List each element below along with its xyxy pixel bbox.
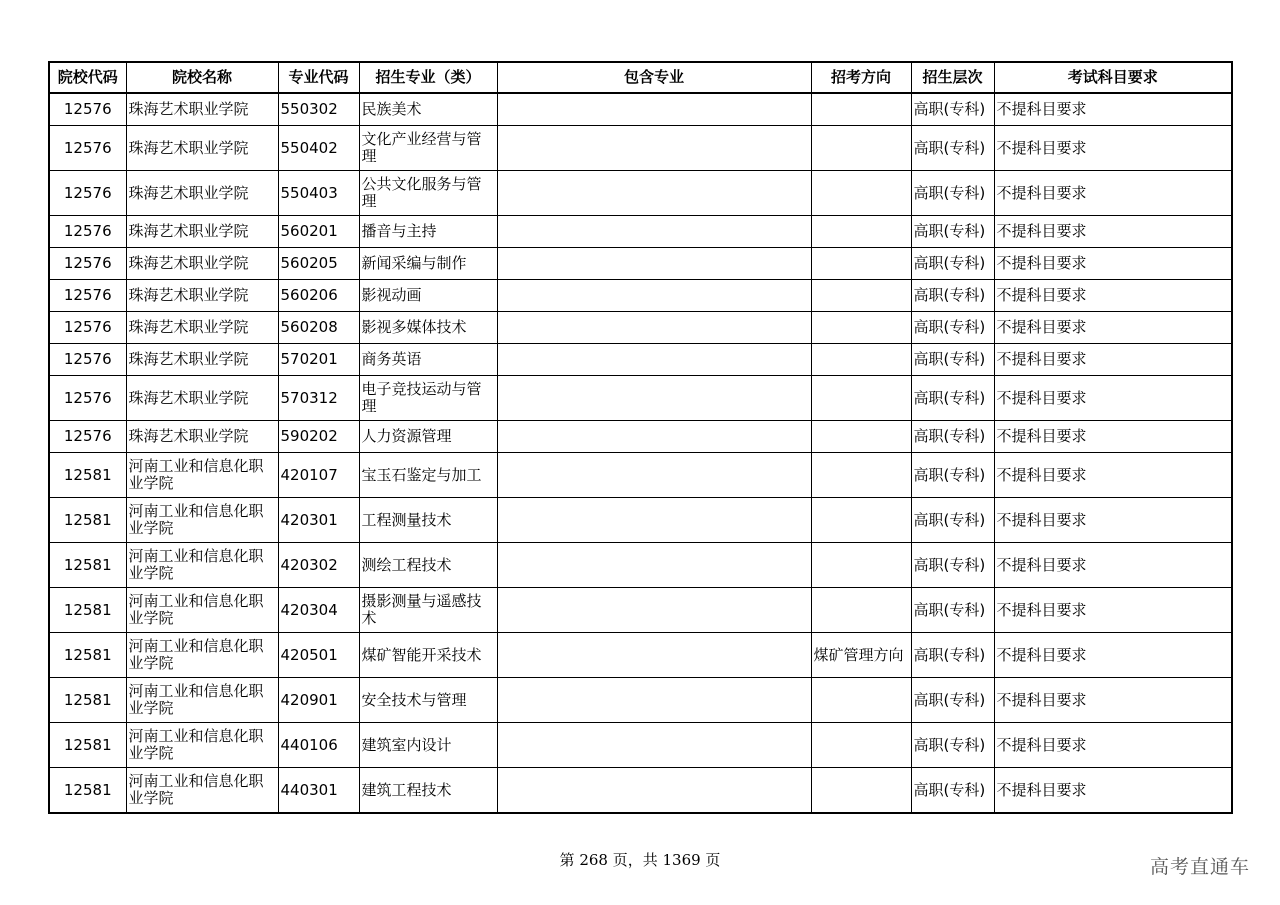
cell-school-code: 12576 [49, 376, 126, 421]
cell-included-majors [497, 312, 811, 344]
header-school-name: 院校名称 [126, 62, 278, 93]
header-subject-requirement: 考试科目要求 [994, 62, 1232, 93]
cell-direction [811, 768, 911, 814]
cell-direction [811, 126, 911, 171]
cell-major: 人力资源管理 [359, 421, 497, 453]
cell-included-majors [497, 171, 811, 216]
cell-school-name: 河南工业和信息化职业学院 [126, 678, 278, 723]
cell-major: 影视动画 [359, 280, 497, 312]
cell-school-code: 12576 [49, 344, 126, 376]
cell-included-majors [497, 216, 811, 248]
header-direction: 招考方向 [811, 62, 911, 93]
cell-level: 高职(专科) [911, 768, 994, 814]
cell-direction [811, 453, 911, 498]
table-row [49, 171, 1232, 216]
cell-school-code: 12581 [49, 633, 126, 678]
header-school-code: 院校代码 [49, 62, 126, 93]
cell-major-code: 440106 [278, 723, 359, 768]
cell-major-code: 590202 [278, 421, 359, 453]
cell-major-code: 570312 [278, 376, 359, 421]
table-row [49, 768, 1232, 814]
table-row [49, 678, 1232, 723]
table-row [49, 126, 1232, 171]
cell-school-code: 12576 [49, 126, 126, 171]
cell-direction [811, 344, 911, 376]
cell-school-name: 河南工业和信息化职业学院 [126, 768, 278, 814]
cell-school-code: 12576 [49, 280, 126, 312]
cell-level: 高职(专科) [911, 421, 994, 453]
cell-direction [811, 678, 911, 723]
cell-subject-requirement: 不提科目要求 [994, 376, 1232, 421]
cell-school-name: 珠海艺术职业学院 [126, 344, 278, 376]
cell-direction: 煤矿管理方向 [811, 633, 911, 678]
cell-included-majors [497, 723, 811, 768]
cell-major-code: 550402 [278, 126, 359, 171]
cell-subject-requirement: 不提科目要求 [994, 453, 1232, 498]
table-row [49, 312, 1232, 344]
cell-level: 高职(专科) [911, 93, 994, 126]
table-row [49, 588, 1232, 633]
cell-included-majors [497, 588, 811, 633]
cell-level: 高职(专科) [911, 344, 994, 376]
cell-subject-requirement: 不提科目要求 [994, 216, 1232, 248]
cell-school-code: 12581 [49, 498, 126, 543]
cell-subject-requirement: 不提科目要求 [994, 93, 1232, 126]
cell-level: 高职(专科) [911, 633, 994, 678]
cell-direction [811, 376, 911, 421]
cell-school-name: 河南工业和信息化职业学院 [126, 453, 278, 498]
cell-major: 安全技术与管理 [359, 678, 497, 723]
cell-major-code: 560201 [278, 216, 359, 248]
cell-direction [811, 543, 911, 588]
cell-included-majors [497, 678, 811, 723]
cell-school-code: 12576 [49, 171, 126, 216]
cell-school-code: 12576 [49, 421, 126, 453]
cell-school-code: 12581 [49, 678, 126, 723]
cell-major: 文化产业经营与管理 [359, 126, 497, 171]
cell-subject-requirement: 不提科目要求 [994, 248, 1232, 280]
header-level: 招生层次 [911, 62, 994, 93]
cell-school-code: 12581 [49, 453, 126, 498]
table-row [49, 498, 1232, 543]
cell-direction [811, 723, 911, 768]
header-major: 招生专业（类） [359, 62, 497, 93]
table-row [49, 633, 1232, 678]
cell-major-code: 420302 [278, 543, 359, 588]
cell-school-name: 河南工业和信息化职业学院 [126, 588, 278, 633]
cell-school-code: 12576 [49, 216, 126, 248]
cell-school-name: 河南工业和信息化职业学院 [126, 633, 278, 678]
cell-included-majors [497, 126, 811, 171]
cell-direction [811, 588, 911, 633]
cell-level: 高职(专科) [911, 126, 994, 171]
cell-school-code: 12581 [49, 723, 126, 768]
table-row [49, 723, 1232, 768]
table-row [49, 376, 1232, 421]
cell-direction [811, 216, 911, 248]
cell-direction [811, 312, 911, 344]
cell-major-code: 420301 [278, 498, 359, 543]
cell-school-name: 珠海艺术职业学院 [126, 216, 278, 248]
cell-major: 建筑工程技术 [359, 768, 497, 814]
table-row [49, 93, 1232, 126]
cell-subject-requirement: 不提科目要求 [994, 543, 1232, 588]
cell-school-name: 河南工业和信息化职业学院 [126, 498, 278, 543]
cell-level: 高职(专科) [911, 498, 994, 543]
cell-level: 高职(专科) [911, 453, 994, 498]
cell-level: 高职(专科) [911, 723, 994, 768]
cell-direction [811, 93, 911, 126]
cell-school-name: 珠海艺术职业学院 [126, 421, 278, 453]
cell-level: 高职(专科) [911, 678, 994, 723]
admissions-table [48, 61, 1233, 814]
cell-major: 播音与主持 [359, 216, 497, 248]
cell-major: 商务英语 [359, 344, 497, 376]
table-row [49, 543, 1232, 588]
cell-school-name: 珠海艺术职业学院 [126, 312, 278, 344]
cell-school-name: 珠海艺术职业学院 [126, 171, 278, 216]
cell-direction [811, 421, 911, 453]
cell-major: 测绘工程技术 [359, 543, 497, 588]
table-row [49, 216, 1232, 248]
cell-major-code: 420901 [278, 678, 359, 723]
cell-major-code: 570201 [278, 344, 359, 376]
cell-major-code: 550403 [278, 171, 359, 216]
table-header-row [49, 62, 1232, 93]
cell-school-name: 河南工业和信息化职业学院 [126, 543, 278, 588]
cell-major-code: 420501 [278, 633, 359, 678]
cell-included-majors [497, 421, 811, 453]
cell-subject-requirement: 不提科目要求 [994, 633, 1232, 678]
cell-subject-requirement: 不提科目要求 [994, 723, 1232, 768]
cell-subject-requirement: 不提科目要求 [994, 678, 1232, 723]
cell-school-code: 12576 [49, 248, 126, 280]
cell-direction [811, 171, 911, 216]
header-major-code: 专业代码 [278, 62, 359, 93]
table-row [49, 344, 1232, 376]
cell-major: 摄影测量与遥感技术 [359, 588, 497, 633]
cell-level: 高职(专科) [911, 171, 994, 216]
cell-included-majors [497, 633, 811, 678]
cell-included-majors [497, 344, 811, 376]
cell-included-majors [497, 543, 811, 588]
cell-subject-requirement: 不提科目要求 [994, 171, 1232, 216]
cell-subject-requirement: 不提科目要求 [994, 588, 1232, 633]
cell-major: 煤矿智能开采技术 [359, 633, 497, 678]
cell-major-code: 550302 [278, 93, 359, 126]
table-row [49, 280, 1232, 312]
cell-major: 建筑室内设计 [359, 723, 497, 768]
cell-major-code: 420304 [278, 588, 359, 633]
cell-school-code: 12581 [49, 588, 126, 633]
cell-school-code: 12581 [49, 543, 126, 588]
cell-included-majors [497, 768, 811, 814]
cell-school-name: 珠海艺术职业学院 [126, 93, 278, 126]
cell-level: 高职(专科) [911, 216, 994, 248]
cell-major: 工程测量技术 [359, 498, 497, 543]
table-row [49, 453, 1232, 498]
cell-major-code: 560206 [278, 280, 359, 312]
cell-school-code: 12576 [49, 93, 126, 126]
watermark: 高考直通车 [1149, 856, 1250, 878]
cell-level: 高职(专科) [911, 543, 994, 588]
page-number-footer: 第 268 页，共 1369 页 [559, 851, 721, 869]
cell-major-code: 560205 [278, 248, 359, 280]
cell-level: 高职(专科) [911, 280, 994, 312]
cell-major: 公共文化服务与管理 [359, 171, 497, 216]
cell-school-code: 12576 [49, 312, 126, 344]
table-row [49, 248, 1232, 280]
cell-school-name: 珠海艺术职业学院 [126, 248, 278, 280]
cell-school-code: 12581 [49, 768, 126, 814]
cell-school-name: 珠海艺术职业学院 [126, 280, 278, 312]
cell-major: 民族美术 [359, 93, 497, 126]
cell-major: 影视多媒体技术 [359, 312, 497, 344]
cell-school-name: 河南工业和信息化职业学院 [126, 723, 278, 768]
cell-level: 高职(专科) [911, 376, 994, 421]
cell-major: 宝玉石鉴定与加工 [359, 453, 497, 498]
cell-level: 高职(专科) [911, 312, 994, 344]
cell-major-code: 440301 [278, 768, 359, 814]
cell-school-name: 珠海艺术职业学院 [126, 376, 278, 421]
cell-subject-requirement: 不提科目要求 [994, 498, 1232, 543]
cell-direction [811, 498, 911, 543]
cell-level: 高职(专科) [911, 588, 994, 633]
cell-included-majors [497, 93, 811, 126]
cell-direction [811, 248, 911, 280]
cell-major-code: 420107 [278, 453, 359, 498]
cell-school-name: 珠海艺术职业学院 [126, 126, 278, 171]
cell-included-majors [497, 376, 811, 421]
cell-subject-requirement: 不提科目要求 [994, 312, 1232, 344]
cell-direction [811, 280, 911, 312]
cell-subject-requirement: 不提科目要求 [994, 344, 1232, 376]
cell-included-majors [497, 453, 811, 498]
cell-included-majors [497, 498, 811, 543]
cell-major: 电子竞技运动与管理 [359, 376, 497, 421]
header-included-majors: 包含专业 [497, 62, 811, 93]
cell-level: 高职(专科) [911, 248, 994, 280]
cell-subject-requirement: 不提科目要求 [994, 768, 1232, 814]
cell-included-majors [497, 248, 811, 280]
cell-subject-requirement: 不提科目要求 [994, 421, 1232, 453]
cell-major-code: 560208 [278, 312, 359, 344]
cell-subject-requirement: 不提科目要求 [994, 280, 1232, 312]
table-body [49, 93, 1232, 813]
cell-major: 新闻采编与制作 [359, 248, 497, 280]
cell-included-majors [497, 280, 811, 312]
cell-subject-requirement: 不提科目要求 [994, 126, 1232, 171]
table-row [49, 421, 1232, 453]
